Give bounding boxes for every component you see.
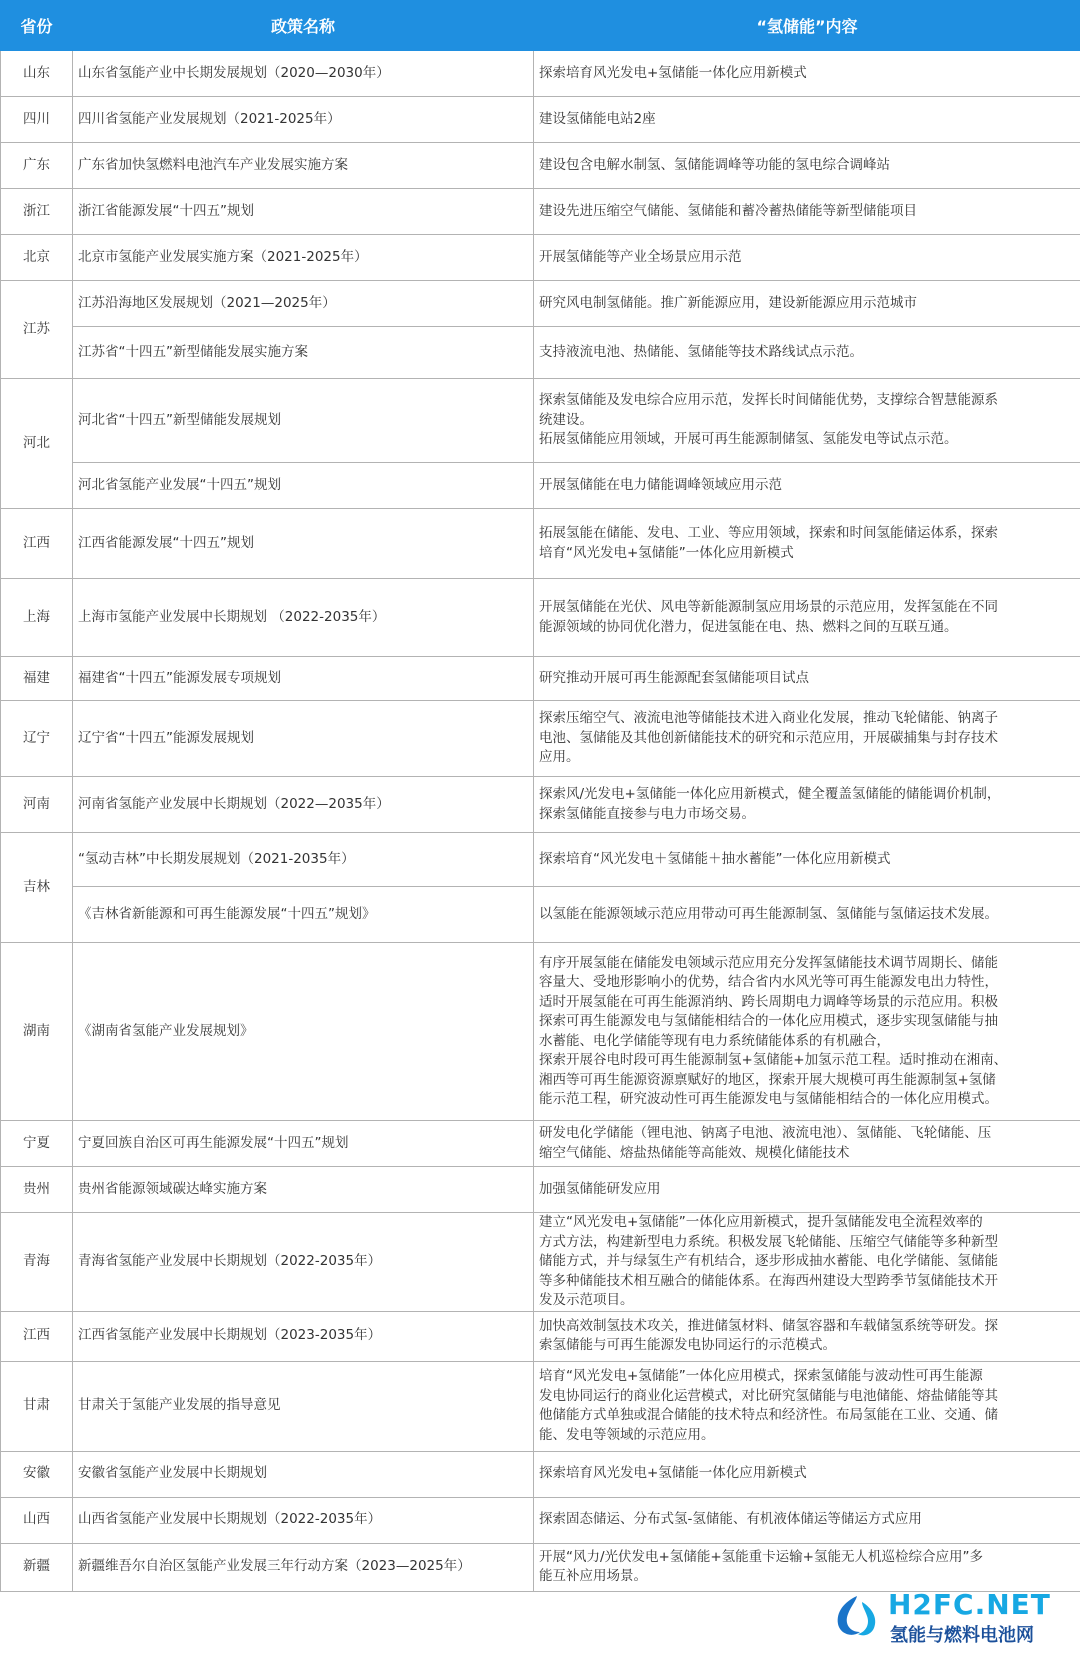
table-row: [1, 887, 1080, 943]
policy-name-cell: 《吉林省新能源和可再生能源发展“十四五”规划》: [73, 887, 534, 943]
watermark-cn: 氢能与燃料电池网: [890, 1625, 1034, 1646]
table-row: [1, 281, 1080, 327]
policy-name-cell: 安徽省氢能产业发展中长期规划: [73, 1451, 534, 1497]
storage-content-cell: 探索风/光发电+氢储能一体化应用新模式，健全覆盖氢储能的储能调价机制， 探索氢储能直接参与电力市场交易。: [534, 777, 1080, 833]
policy-name-cell: 河北省“十四五”新型储能发展规划: [73, 379, 534, 463]
storage-content-cell: 建设先进压缩空气储能、氢储能和蓄冷蓄热储能等新型储能项目: [534, 189, 1080, 235]
table-row: [1, 235, 1080, 281]
policy-name-cell: 宁夏回族自治区可再生能源发展“十四五”规划: [73, 1121, 534, 1167]
province-cell: 江苏: [1, 281, 73, 379]
header-policy-name: 政策名称: [73, 1, 534, 51]
province-cell: 江西: [1, 509, 73, 579]
province-cell: 青海: [1, 1213, 73, 1312]
table-row: [1, 701, 1080, 777]
province-cell: 辽宁: [1, 701, 73, 777]
policy-name-cell: 辽宁省“十四五”能源发展规划: [73, 701, 534, 777]
table-row: [1, 1311, 1080, 1361]
province-cell: 河北: [1, 379, 73, 509]
storage-content-cell: 支持液流电池、热储能、氢储能等技术路线试点示范。: [534, 327, 1080, 379]
storage-content-cell: 探索氢储能及发电综合应用示范，发挥长时间储能优势，支撑综合智慧能源系 统建设。 拓展氢储能应用领域，开展可再生能源制储氢、氢能发电等试点示范。: [534, 379, 1080, 463]
province-cell: 宁夏: [1, 1121, 73, 1167]
storage-content-cell: 探索培育风光发电+氢储能一体化应用新模式: [534, 1451, 1080, 1497]
table-row: [1, 1543, 1080, 1591]
policy-name-cell: 四川省氢能产业发展规划（2021-2025年）: [73, 97, 534, 143]
province-cell: 上海: [1, 579, 73, 657]
table-row: [1, 189, 1080, 235]
storage-content-cell: 探索固态储运、分布式氢-氢储能、有机液体储运等储运方式应用: [534, 1497, 1080, 1543]
storage-content-cell: 探索培育风光发电+氢储能一体化应用新模式: [534, 51, 1080, 97]
policy-name-cell: 江苏省“十四五”新型储能发展实施方案: [73, 327, 534, 379]
storage-content-cell: 建立“风光发电+氢储能”一体化应用新模式，提升氢储能发电全流程效率的 方式方法，构建新型电力系统。积极发展飞轮储能、压缩空气储能等多种新型 储能方式，并与绿氢生产有机结合，逐步形成抽水蓄能、电化学储能、氢储能 等多种储能技术相互融合的储能体系。在海西州建设大型跨季节氢储能技术开 发及示范项目。: [534, 1213, 1080, 1312]
province-cell: 福建: [1, 657, 73, 701]
table-row: [1, 509, 1080, 579]
table-header-row: [1, 1, 1080, 51]
policy-name-cell: 贵州省能源领域碳达峰实施方案: [73, 1167, 534, 1213]
table-body: [1, 51, 1080, 1592]
policy-name-cell: 山东省氢能产业中长期发展规划（2020—2030年）: [73, 51, 534, 97]
storage-content-cell: 加强氢储能研发应用: [534, 1167, 1080, 1213]
table-row: [1, 1361, 1080, 1451]
province-cell: 江西: [1, 1311, 73, 1361]
policy-name-cell: 江西省氢能产业发展中长期规划（2023-2035年）: [73, 1311, 534, 1361]
storage-content-cell: 拓展氢能在储能、发电、工业、等应用领域，探索和时间氢能储运体系，探索 培育“风光发电+氢储能”一体化应用新模式: [534, 509, 1080, 579]
province-cell: 贵州: [1, 1167, 73, 1213]
table-row: [1, 657, 1080, 701]
header-province: 省份: [1, 1, 73, 51]
table-row: [1, 1497, 1080, 1543]
storage-content-cell: 加快高效制氢技术攻关，推进储氢材料、储氢容器和车载储氢系统等研发。探 索氢储能与可再生能源发电协同运行的示范模式。: [534, 1311, 1080, 1361]
table-row: [1, 777, 1080, 833]
storage-content-cell: 探索培育“风光发电＋氢储能＋抽水蓄能”一体化应用新模式: [534, 833, 1080, 887]
province-cell: 河南: [1, 777, 73, 833]
province-cell: 甘肃: [1, 1361, 73, 1451]
table-row: [1, 51, 1080, 97]
table-row: [1, 1121, 1080, 1167]
table-row: [1, 579, 1080, 657]
storage-content-cell: 探索压缩空气、液流电池等储能技术进入商业化发展，推动飞轮储能、钠离子 电池、氢储能及其他创新储能技术的研究和示范应用，开展碳捕集与封存技术 应用。: [534, 701, 1080, 777]
province-cell: 四川: [1, 97, 73, 143]
province-cell: 山西: [1, 1497, 73, 1543]
policy-name-cell: 甘肃关于氢能产业发展的指导意见: [73, 1361, 534, 1451]
province-cell: 新疆: [1, 1543, 73, 1591]
table-row: [1, 1451, 1080, 1497]
policy-name-cell: 浙江省能源发展“十四五”规划: [73, 189, 534, 235]
site-watermark: [830, 1588, 1068, 1644]
table-row: [1, 327, 1080, 379]
storage-content-cell: 建设氢储能电站2座: [534, 97, 1080, 143]
table-row: [1, 943, 1080, 1121]
storage-content-cell: 研发电化学储能（锂电池、钠离子电池、液流电池）、氢储能、飞轮储能、压 缩空气储能、熔盐热储能等高能效、规模化储能技术: [534, 1121, 1080, 1167]
policy-name-cell: 江西省能源发展“十四五”规划: [73, 509, 534, 579]
table-row: [1, 1213, 1080, 1312]
storage-content-cell: 建设包含电解水制氢、氢储能调峰等功能的氢电综合调峰站: [534, 143, 1080, 189]
storage-content-cell: 开展“风力/光伏发电+氢储能+氢能重卡运输+氢能无人机巡检综合应用”多 能互补应用场景。: [534, 1543, 1080, 1591]
table-row: [1, 97, 1080, 143]
policy-name-cell: 广东省加快氢燃料电池汽车产业发展实施方案: [73, 143, 534, 189]
policy-name-cell: “氢动吉林”中长期发展规划（2021-2035年）: [73, 833, 534, 887]
province-cell: 山东: [1, 51, 73, 97]
policy-name-cell: 河北省氢能产业发展“十四五”规划: [73, 463, 534, 509]
table-row: [1, 143, 1080, 189]
storage-content-cell: 开展氢储能在电力储能调峰领域应用示范: [534, 463, 1080, 509]
storage-content-cell: 开展氢储能在光伏、风电等新能源制氢应用场景的示范应用，发挥氢能在不同 能源领域的协同优化潜力，促进氢能在电、热、燃料之间的互联互通。: [534, 579, 1080, 657]
policy-name-cell: 山西省氢能产业发展中长期规划（2022-2035年）: [73, 1497, 534, 1543]
policy-name-cell: 上海市氢能产业发展中长期规划 （2022-2035年）: [73, 579, 534, 657]
table-row: [1, 1167, 1080, 1213]
province-cell: 吉林: [1, 833, 73, 943]
province-cell: 安徽: [1, 1451, 73, 1497]
logo-icon: [830, 1592, 884, 1640]
header-hydrogen-storage-content: “氢储能”内容: [534, 1, 1080, 51]
table-row: [1, 463, 1080, 509]
storage-content-cell: 研究风电制氢储能。推广新能源应用，建设新能源应用示范城市: [534, 281, 1080, 327]
storage-content-cell: 有序开展氢能在储能发电领域示范应用充分发挥氢储能技术调节周期长、储能 容量大、受地形影响小的优势，结合省内水风光等可再生能源发电出力特性， 适时开展氢能在可再生能源消纳、跨长周期电力调峰等场景的示范应用。积极 探索可再生能源发电与氢储能相结合的一体化应用模式，逐步实现氢储能与抽 水蓄能、电化学储能等现有电力系统储能体系的有机融合， 探索开展谷电时段可再生能源制氢+氢储能+加氢示范工程。适时推动在湘南、 湘西等可再生能源资源禀赋好的地区，探索开展大规模可再生能源制氢+氢储 能示范工程，研究波动性可再生能源发电与氢储能相结合的一体化应用模式。: [534, 943, 1080, 1121]
storage-content-cell: 研究推动开展可再生能源配套氢储能项目试点: [534, 657, 1080, 701]
province-cell: 湖南: [1, 943, 73, 1121]
storage-content-cell: 培育“风光发电+氢储能”一体化应用模式，探索氢储能与波动性可再生能源 发电协同运行的商业化运营模式，对比研究氢储能与电池储能、熔盐储能等其 他储能方式单独或混合储能的技术特点和经济性。布局氢能在工业、交通、储 能、发电等领域的示范应用。: [534, 1361, 1080, 1451]
watermark-site: H2FC.NET: [888, 1588, 1051, 1621]
province-cell: 北京: [1, 235, 73, 281]
table-row: [1, 833, 1080, 887]
province-cell: 浙江: [1, 189, 73, 235]
policy-name-cell: 北京市氢能产业发展实施方案（2021-2025年）: [73, 235, 534, 281]
policy-name-cell: 青海省氢能产业发展中长期规划（2022-2035年）: [73, 1213, 534, 1312]
policy-name-cell: 新疆维吾尔自治区氢能产业发展三年行动方案（2023—2025年）: [73, 1543, 534, 1591]
storage-content-cell: 开展氢储能等产业全场景应用示范: [534, 235, 1080, 281]
province-cell: 广东: [1, 143, 73, 189]
policy-name-cell: 江苏沿海地区发展规划（2021—2025年）: [73, 281, 534, 327]
table-row: [1, 379, 1080, 463]
storage-content-cell: 以氢能在能源领域示范应用带动可再生能源制氢、氢储能与氢储运技术发展。: [534, 887, 1080, 943]
policy-name-cell: 福建省“十四五”能源发展专项规划: [73, 657, 534, 701]
policy-name-cell: 《湖南省氢能产业发展规划》: [73, 943, 534, 1121]
policy-name-cell: 河南省氢能产业发展中长期规划（2022—2035年）: [73, 777, 534, 833]
